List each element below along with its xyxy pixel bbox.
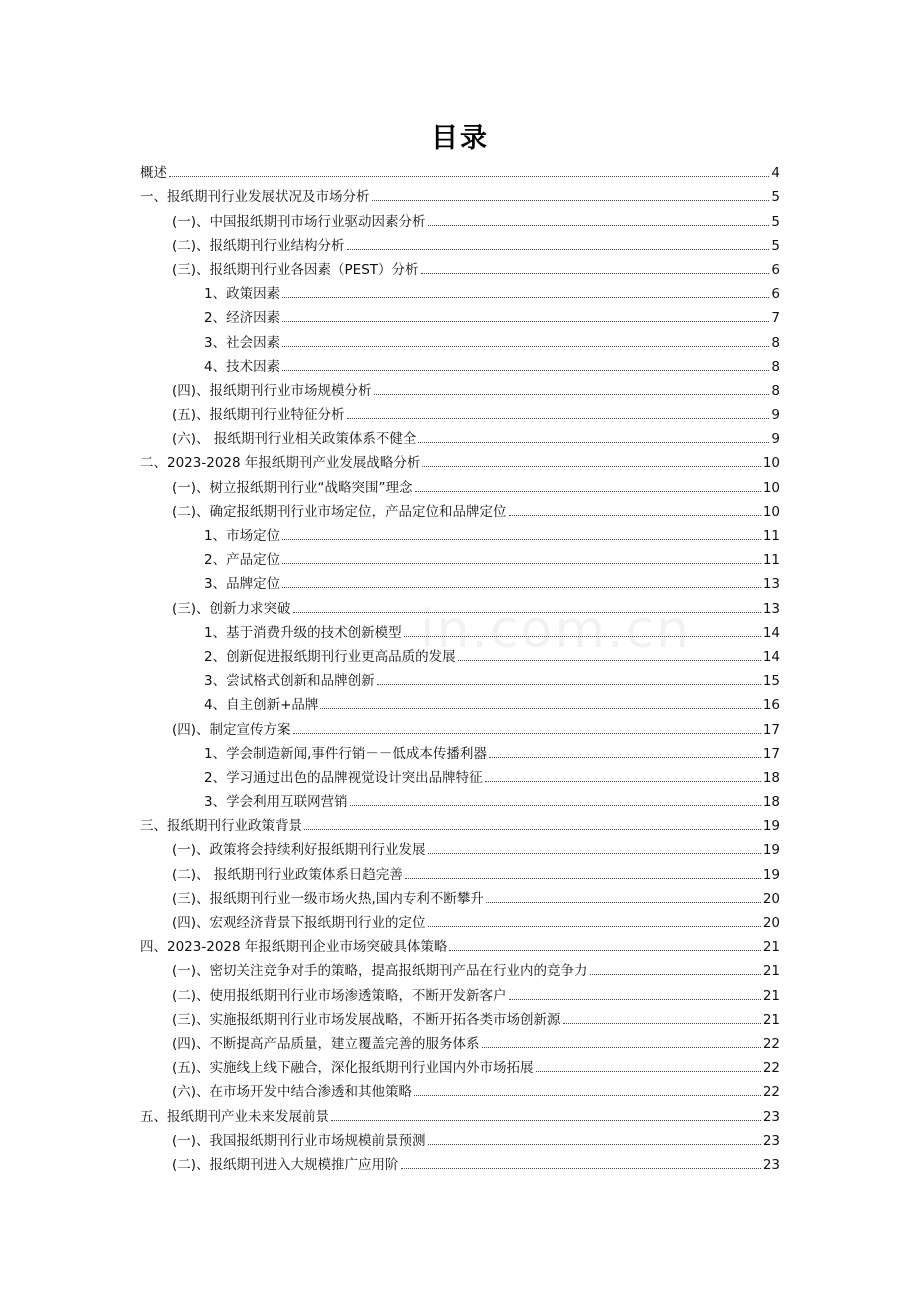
toc-entry-page-number: 21 [762,987,780,1004]
toc-entry-page-number: 9 [771,407,780,424]
toc-entry-page-number: 7 [771,310,780,327]
toc-entry-page-number: 8 [771,358,780,375]
table-of-contents [140,157,780,1173]
dot-leader [421,273,770,274]
toc-entry-label: (三)、报纸期刊行业一级市场火热,国内专利不断攀升 [172,890,484,907]
dot-leader [320,708,760,709]
toc-entry[interactable] [140,762,780,786]
toc-entry-page-number: 16 [762,697,780,714]
toc-entry-page-number: 6 [771,286,780,303]
watermark: in.com.cn [420,600,692,660]
toc-entry[interactable] [140,423,780,447]
toc-entry-label: 3、学会利用互联网营销 [204,794,348,811]
dot-leader [418,442,769,443]
toc-entry[interactable] [140,786,780,810]
toc-entry[interactable] [140,738,780,762]
toc-entry[interactable] [140,689,780,713]
toc-entry[interactable] [140,302,780,326]
dot-leader [509,999,761,1000]
toc-entry[interactable] [140,254,780,278]
toc-entry-page-number: 23 [762,1132,780,1149]
toc-entry-label: 1、市场定位 [204,528,281,544]
toc-entry-label: (二)、 报纸期刊行业政策体系日趋完善 [172,866,403,883]
toc-entry[interactable] [140,810,780,834]
toc-entry-label: (六)、 报纸期刊行业相关政策体系不健全 [172,431,417,448]
toc-entry-label: 2、学习通过出色的品牌视觉设计突出品牌特征 [204,769,483,786]
dot-leader [282,370,769,371]
toc-entry-label: (二)、报纸期刊行业结构分析 [172,237,345,254]
toc-entry[interactable] [140,641,780,665]
dot-leader [374,394,770,395]
toc-entry-page-number: 21 [762,939,780,956]
dot-leader [282,321,769,322]
toc-entry-page-number: 23 [762,1108,780,1125]
toc-entry[interactable] [140,834,780,858]
toc-entry[interactable] [140,157,780,181]
toc-entry[interactable] [140,375,780,399]
dot-leader [404,636,761,637]
toc-entry-page-number: 19 [762,842,780,859]
toc-entry[interactable] [140,230,780,254]
dot-leader [536,1071,761,1072]
toc-entry-label: (一)、树立报纸期刊行业“战略突围”理念 [172,479,413,496]
toc-entry[interactable] [140,520,780,544]
toc-entry-label: 五、报纸期刊产业未来发展前景 [140,1108,329,1125]
dot-leader [282,587,761,588]
toc-entry-label: 1、政策因素 [204,286,281,303]
toc-entry-label: 3、品牌定位 [204,576,281,593]
dot-leader [282,297,769,298]
toc-entry[interactable] [140,278,780,302]
dot-leader [350,805,761,806]
dot-leader [563,1023,761,1024]
toc-entry[interactable] [140,1076,780,1100]
toc-entry-label: (四)、宏观经济背景下报纸期刊行业的定位 [172,915,426,931]
toc-entry-label: 四、2023-2028 年报纸期刊企业市场突破具体策略 [140,939,448,956]
toc-entry-page-number: 17 [762,745,780,762]
toc-entry-label: (三)、创新力求突破 [172,600,291,617]
dot-leader [415,491,761,492]
dot-leader [282,563,761,564]
dot-leader [449,950,760,951]
toc-entry-label: (三)、实施报纸期刊行业市场发展战略，不断开拓各类市场创新源 [172,1011,561,1028]
toc-entry-page-number: 14 [762,624,780,641]
toc-entry-page-number: 22 [762,1035,780,1052]
toc-entry-page-number: 13 [762,600,780,617]
toc-entry-label: (四)、报纸期刊行业市场规模分析 [172,382,372,399]
dot-leader [377,684,761,685]
toc-entry[interactable] [140,471,780,495]
dot-leader [401,1168,761,1169]
toc-entry[interactable] [140,883,780,907]
dot-leader [489,757,761,758]
toc-entry-page-number: 23 [762,1156,780,1173]
dot-leader [282,539,761,540]
page-title: 目录 [431,123,489,154]
toc-entry-page-number: 5 [771,237,780,254]
toc-entry[interactable] [140,568,780,592]
toc-entry-page-number: 20 [762,890,780,907]
toc-entry[interactable] [140,326,780,350]
toc-entry-page-number: 22 [762,1084,780,1101]
toc-entry-page-number: 18 [762,769,780,786]
toc-entry-page-number: 5 [771,189,780,206]
toc-entry-label: (四)、制定宣传方案 [172,721,291,738]
toc-entry[interactable] [140,1125,780,1149]
toc-entry-page-number: 10 [762,503,780,520]
toc-entry-label: 三、报纸期刊行业政策背景 [140,818,302,835]
toc-entry-page-number: 10 [762,455,780,472]
toc-entry[interactable] [140,907,780,931]
toc-entry-page-number: 14 [762,648,780,665]
toc-entry[interactable] [140,1149,780,1173]
toc-entry-page-number: 21 [762,963,780,980]
dot-leader [405,878,761,879]
toc-entry-label: (二)、报纸期刊进入大规模推广应用阶 [172,1156,399,1173]
toc-entry-label: 4、自主创新+品牌 [204,697,319,714]
toc-entry-label: 概述 [140,165,167,182]
dot-leader [293,612,761,613]
dot-leader [169,176,769,177]
toc-entry[interactable] [140,1052,780,1076]
toc-entry-page-number: 22 [762,1060,780,1077]
dot-leader [347,418,770,419]
toc-entry-page-number: 17 [762,721,780,738]
toc-entry-label: 3、社会因素 [204,334,281,351]
toc-entry-label: (二)、使用报纸期刊行业市场渗透策略，不断开发新客户 [172,987,507,1004]
toc-entry-label: (五)、报纸期刊行业特征分析 [172,407,345,424]
toc-entry-label: (二)、确定报纸期刊行业市场定位，产品定位和品牌定位 [172,503,507,520]
toc-entry-label: (六)、在市场开发中结合渗透和其他策略 [172,1084,413,1101]
toc-entry-page-number: 9 [771,431,780,448]
toc-entry-label: (五)、实施线上线下融合，深化报纸期刊行业国内外市场拓展 [172,1060,534,1077]
dot-leader [304,829,761,830]
toc-entry-label: 二、2023-2028 年报纸期刊产业发展战略分析 [140,455,421,472]
toc-entry-label: 3、尝试格式创新和品牌创新 [204,673,375,690]
toc-entry-label: 1、基于消费升级的技术创新模型 [204,624,402,641]
toc-entry-page-number: 11 [762,552,780,569]
toc-entry[interactable] [140,351,780,375]
toc-entry-page-number: 8 [771,334,780,351]
dot-leader [372,200,770,201]
toc-entry-label: (一)、密切关注竞争对手的策略，提高报纸期刊产品在行业内的竞争力 [172,963,588,980]
toc-entry-label: 2、产品定位 [204,552,281,569]
toc-entry-page-number: 8 [771,382,780,399]
toc-entry[interactable] [140,496,780,520]
dot-leader [485,781,761,782]
toc-entry[interactable] [140,713,780,737]
toc-entry-page-number: 10 [762,479,780,496]
dot-leader [590,974,761,975]
toc-entry-label: 1、学会制造新闻,事件行销－－低成本传播利器 [204,745,487,762]
toc-entry-page-number: 18 [762,794,780,811]
toc-entry-label: (四)、不断提高产品质量，建立覆盖完善的服务体系 [172,1035,480,1052]
toc-entry[interactable] [140,181,780,205]
toc-entry-page-number: 5 [771,213,780,230]
toc-entry-page-number: 11 [762,528,780,544]
toc-entry-page-number: 19 [762,818,780,835]
toc-entry-label: 一、报纸期刊行业发展状况及市场分析 [140,189,370,206]
toc-entry-label: 4、技术因素 [204,358,281,375]
toc-entry[interactable] [140,399,780,423]
dot-leader [331,1120,761,1121]
toc-entry-page-number: 20 [762,915,780,931]
toc-entry[interactable] [140,931,780,955]
toc-entry[interactable] [140,544,780,568]
dot-leader [414,1095,761,1096]
toc-entry[interactable] [140,592,780,616]
toc-entry-label: (一)、我国报纸期刊行业市场规模前景预测 [172,1132,426,1149]
toc-entry-label: (三)、报纸期刊行业各因素（PEST）分析 [172,261,419,278]
toc-entry[interactable] [140,1100,780,1124]
dot-leader [347,249,770,250]
toc-entry[interactable] [140,858,780,882]
toc-entry[interactable] [140,617,780,641]
toc-entry[interactable] [140,1004,780,1028]
toc-entry[interactable] [140,205,780,229]
toc-entry-page-number: 21 [762,1011,780,1028]
toc-entry[interactable] [140,1028,780,1052]
toc-entry[interactable] [140,955,780,979]
toc-entry-label: 2、经济因素 [204,310,281,327]
dot-leader [428,225,770,226]
toc-entry[interactable] [140,447,780,471]
dot-leader [428,853,761,854]
toc-entry[interactable] [140,979,780,1003]
dot-leader [428,926,761,927]
dot-leader [428,1144,761,1145]
dot-leader [282,346,769,347]
dot-leader [458,660,761,661]
toc-entry-label: (一)、中国报纸期刊市场行业驱动因素分析 [172,213,426,230]
toc-entry-label: (一)、政策将会持续利好报纸期刊行业发展 [172,842,426,859]
toc-entry[interactable] [140,665,780,689]
toc-entry-page-number: 13 [762,576,780,593]
dot-leader [482,1047,761,1048]
dot-leader [422,466,760,467]
toc-entry-page-number: 15 [762,673,780,690]
toc-entry-page-number: 19 [762,866,780,883]
toc-entry-page-number: 6 [771,261,780,278]
toc-entry-page-number: 4 [771,165,780,182]
dot-leader [486,902,761,903]
toc-entry-label: 2、创新促进报纸期刊行业更高品质的发展 [204,648,456,665]
dot-leader [509,515,761,516]
dot-leader [293,733,761,734]
